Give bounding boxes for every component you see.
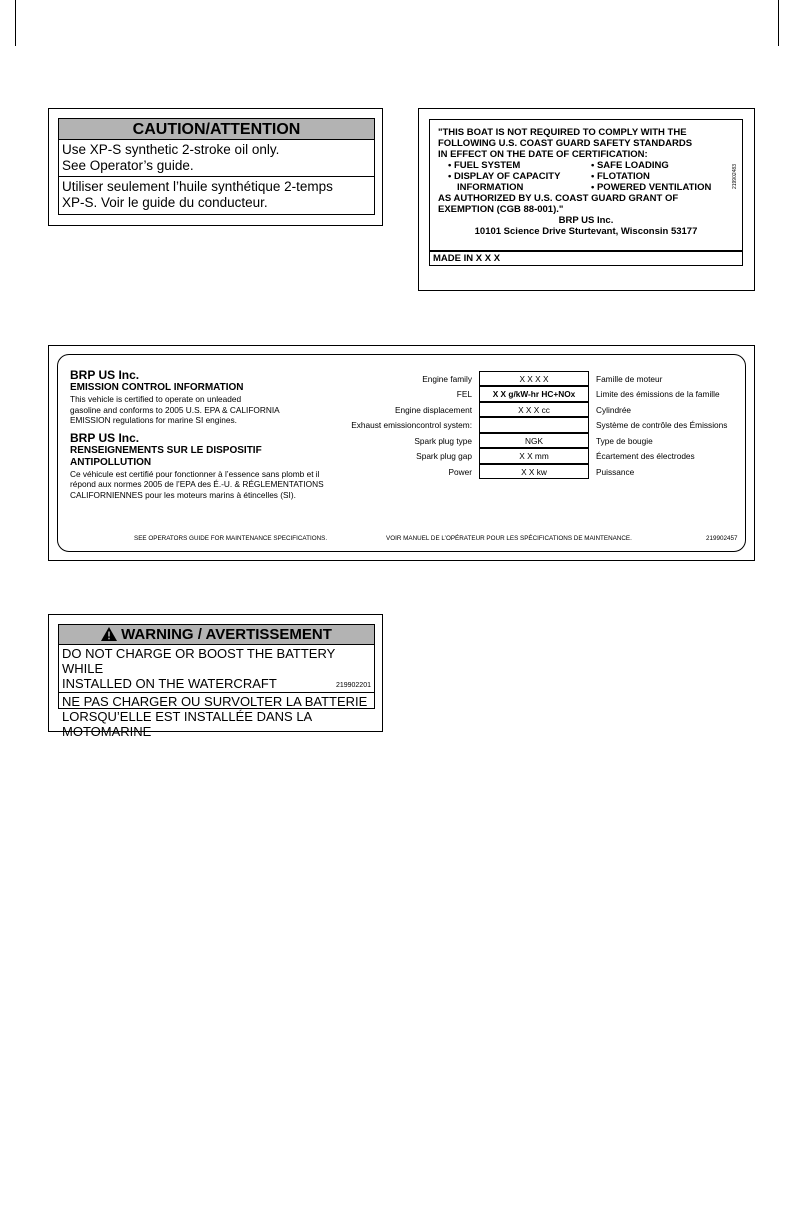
spec-value: NGK	[479, 433, 589, 449]
spec-row	[336, 449, 727, 465]
emission-heading-fr: RENSEIGNEMENTS SUR LE DISPOSITIF	[70, 444, 262, 456]
company-address: 10101 Science Drive Sturtevant, Wisconsin 53177	[474, 226, 698, 237]
statement-line: FOLLOWING U.S. COAST GUARD SAFETY STANDARDS	[438, 138, 693, 149]
spec-row	[336, 371, 727, 387]
spec-row	[336, 433, 727, 449]
spec-label-fr: Limite des émissions de la famille	[596, 389, 720, 400]
emission-text-en: This vehicle is certified to operate on unleaded	[70, 394, 242, 404]
part-number: 219902201	[335, 682, 371, 689]
spec-label-fr: Type de bougie	[596, 435, 653, 446]
emission-text-fr: CALIFORNIENNES pour les moteurs marins à étincelles (SI).	[70, 489, 296, 500]
spec-value: X X X X	[479, 371, 589, 387]
warning-label-inner	[58, 624, 375, 739]
warning-en-line: DO NOT CHARGE OR BOOST THE BATTERY WHILE	[62, 646, 336, 676]
crop-mark-left	[15, 0, 22, 46]
standard-item: • DISPLAY OF CAPACITY	[448, 171, 561, 182]
spec-value	[479, 417, 589, 433]
warning-title-bar	[59, 625, 374, 645]
warning-fr-line: LORSQU’ELLE EST INSTALLÉE DANS LA MOTOMARINE	[62, 709, 312, 739]
spec-label: FEL	[456, 389, 472, 400]
crop-mark-right	[778, 0, 785, 46]
standards-list	[448, 160, 734, 193]
spec-label-fr: Système de contrôle des Émissions	[596, 420, 728, 431]
spec-label: Engine family	[422, 373, 472, 384]
warning-label	[48, 614, 383, 739]
standard-item: • FUEL SYSTEM	[448, 160, 521, 171]
spec-label: Exhaust emissioncontrol system:	[351, 420, 472, 431]
emission-text-fr: répond aux normes 2005 de l’EPA des É.-U. & RÉGLEMENTATIONS	[70, 479, 324, 489]
statement-line: IN EFFECT ON THE DATE OF CERTIFICATION:	[438, 149, 648, 160]
standard-item: • POWERED VENTILATION	[591, 182, 712, 193]
statement-line: EXEMPTION (CGB 88-001)."	[438, 204, 564, 215]
caution-label	[48, 108, 383, 226]
emission-text-en: EMISSION regulations for marine SI engines.	[70, 415, 237, 425]
spec-row	[336, 402, 727, 418]
standard-item: • FLOTATION	[591, 171, 650, 182]
emission-label-inner	[57, 354, 746, 552]
spec-label: Spark plug type	[414, 435, 472, 446]
warning-title: WARNING / AVERTISSEMENT	[121, 626, 332, 643]
footer-french: VOIR MANUEL DE L’OPÉRATEUR POUR LES SPÉCIFICATIONS DE MAINTENANCE.	[386, 535, 632, 542]
warning-triangle-icon	[101, 627, 117, 641]
spec-label: Spark plug gap	[416, 451, 472, 462]
caution-title: CAUTION/ATTENTION	[59, 119, 374, 140]
caution-label-inner	[58, 118, 375, 215]
warning-english-text	[59, 645, 374, 693]
spec-label: Engine displacement	[394, 404, 472, 415]
part-number: 219902483	[732, 164, 738, 190]
spec-value: X X g/kW-hr HC+NOx	[479, 386, 589, 402]
made-in-field: MADE IN X X X	[429, 251, 743, 266]
caution-english-text	[59, 140, 374, 177]
spec-row	[336, 387, 727, 403]
standard-item: INFORMATION	[457, 182, 524, 193]
emission-description	[70, 369, 370, 500]
caution-en-line: Use XP-S synthetic 2-stroke oil only.	[62, 142, 280, 157]
emission-heading-en: EMISSION CONTROL INFORMATION	[70, 382, 244, 393]
spec-label: Power	[448, 466, 472, 477]
spec-label-fr: Écartement des électrodes	[596, 451, 695, 462]
coast-guard-statement	[429, 119, 743, 251]
part-number: 219902457	[706, 535, 738, 542]
statement-line: AS AUTHORIZED BY U.S. COAST GUARD GRANT OF	[438, 193, 679, 204]
emission-label	[48, 345, 755, 561]
caution-french-text	[59, 177, 374, 213]
caution-en-line: See Operator’s guide.	[62, 158, 194, 173]
company-name: BRP US Inc.	[558, 215, 614, 226]
emission-text-en: gasoline and conforms to 2005 U.S. EPA & CALIFORNIA	[70, 404, 280, 415]
company-name-fr: BRP US Inc.	[70, 430, 140, 445]
caution-fr-line: XP-S. Voir le guide du conducteur.	[62, 195, 268, 210]
emission-text-fr: Ce véhicule est certifié pour fonctionner à l’essence sans plomb et il	[70, 468, 320, 479]
warning-en-line: INSTALLED ON THE WATERCRAFT	[62, 676, 277, 691]
warning-fr-line: NE PAS CHARGER OU SURVOLTER LA BATTERIE	[62, 694, 368, 709]
standard-item: • SAFE LOADING	[591, 160, 669, 171]
emission-heading-fr: ANTIPOLLUTION	[70, 456, 152, 468]
warning-french-text	[59, 693, 374, 740]
spec-label-fr: Puissance	[596, 466, 635, 477]
caution-fr-line: Utiliser seulement l’huile synthétique 2-temps	[62, 179, 333, 194]
statement-line: "THIS BOAT IS NOT REQUIRED TO COMPLY WITH THE	[438, 127, 687, 138]
company-name-en: BRP US Inc.	[70, 368, 140, 382]
spec-row	[336, 418, 727, 434]
coast-guard-label	[418, 108, 755, 291]
spec-label-fr: Famille de moteur	[596, 373, 663, 384]
footer-english: SEE OPERATORS GUIDE FOR MAINTENANCE SPECIFICATIONS.	[134, 535, 328, 542]
spec-label-fr: Cylindrée	[596, 404, 632, 415]
spec-value: X X X cc	[479, 402, 589, 418]
spec-value: X X mm	[479, 448, 589, 464]
emission-spec-table	[336, 371, 727, 480]
spec-row	[336, 464, 727, 480]
emission-french-block	[70, 432, 370, 501]
spec-value: X X kw	[479, 464, 589, 480]
